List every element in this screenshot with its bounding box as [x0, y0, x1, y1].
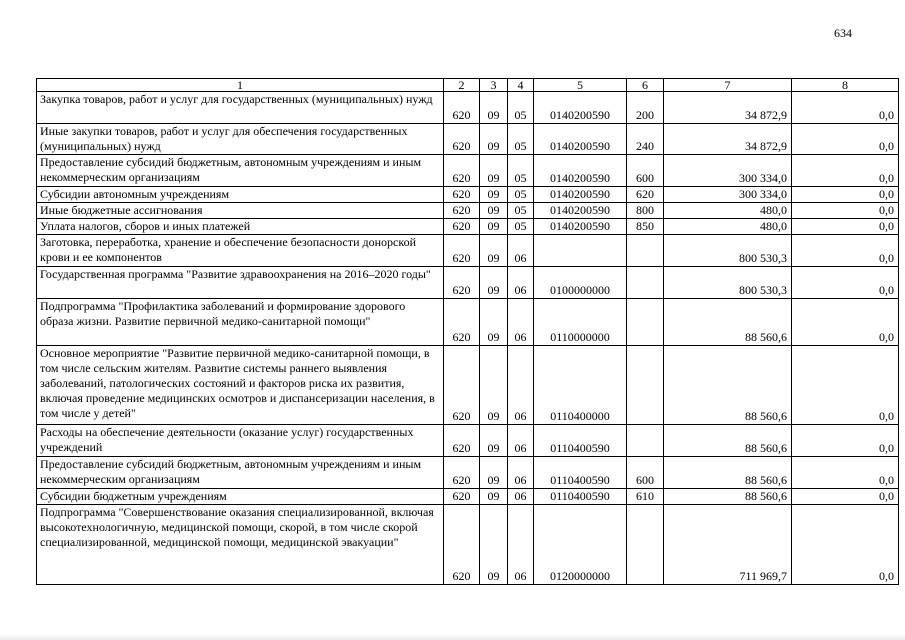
row-name-cell: Закупка товаров, работ и услуг для государственных (муниципальных) нужд [37, 92, 444, 124]
row-c7-cell: 88 560,6 [664, 489, 792, 505]
row-c5-cell: 0120000000 [534, 505, 627, 585]
row-c8-cell: 0,0 [792, 219, 899, 235]
row-c2-cell: 620 [444, 187, 480, 203]
table-body [37, 92, 899, 585]
row-c6-cell [627, 267, 664, 299]
header-cell: 1 [37, 79, 444, 92]
row-c7-cell: 480,0 [664, 203, 792, 219]
row-c5-cell: 0110000000 [534, 299, 627, 346]
scan-edge [0, 634, 905, 640]
row-c3-cell: 09 [480, 505, 508, 585]
row-c6-cell: 240 [627, 124, 664, 155]
row-c4-cell: 05 [508, 187, 534, 203]
row-c7-cell: 800 530,3 [664, 267, 792, 299]
row-c8-cell: 0,0 [792, 203, 899, 219]
row-c7-cell: 88 560,6 [664, 457, 792, 489]
row-c7-cell: 88 560,6 [664, 425, 792, 457]
table-row [37, 219, 899, 235]
row-c7-cell: 34 872,9 [664, 124, 792, 155]
row-c2-cell: 620 [444, 267, 480, 299]
row-c5-cell: 0140200590 [534, 155, 627, 187]
table-row [37, 235, 899, 267]
row-c8-cell: 0,0 [792, 267, 899, 299]
row-c5-cell: 0140200590 [534, 203, 627, 219]
row-c6-cell [627, 505, 664, 585]
row-c3-cell: 09 [480, 299, 508, 346]
row-name-cell: Государственная программа "Развитие здравоохранения на 2016–2020 годы" [37, 267, 444, 299]
row-c5-cell: 0110400590 [534, 425, 627, 457]
row-c4-cell: 05 [508, 155, 534, 187]
row-c4-cell: 06 [508, 235, 534, 267]
row-name-cell: Заготовка, переработка, хранение и обеспечение безопасности донорской крови и ее компонентов [37, 235, 444, 267]
row-name-cell: Подпрограмма "Профилактика заболеваний и формирование здорового образа жизни. Развитие первичной медико-санитарной помощи" [37, 299, 444, 346]
row-c3-cell: 09 [480, 267, 508, 299]
row-c5-cell: 0140200590 [534, 219, 627, 235]
row-c7-cell: 88 560,6 [664, 299, 792, 346]
row-c7-cell: 300 334,0 [664, 187, 792, 203]
row-c8-cell: 0,0 [792, 124, 899, 155]
row-c5-cell [534, 235, 627, 267]
row-c3-cell: 09 [480, 92, 508, 124]
row-c3-cell: 09 [480, 457, 508, 489]
row-c2-cell: 620 [444, 346, 480, 425]
row-c3-cell: 09 [480, 155, 508, 187]
row-c2-cell: 620 [444, 505, 480, 585]
row-c2-cell: 620 [444, 219, 480, 235]
row-c3-cell: 09 [480, 124, 508, 155]
table-row [37, 505, 899, 585]
row-c4-cell: 06 [508, 299, 534, 346]
table-row [37, 299, 899, 346]
row-c2-cell: 620 [444, 155, 480, 187]
row-name-cell: Уплата налогов, сборов и иных платежей [37, 219, 444, 235]
row-c8-cell: 0,0 [792, 299, 899, 346]
header-cell: 2 [444, 79, 480, 92]
header-row [37, 79, 899, 92]
row-c4-cell: 05 [508, 124, 534, 155]
row-c6-cell [627, 299, 664, 346]
row-c2-cell: 620 [444, 457, 480, 489]
row-c8-cell: 0,0 [792, 155, 899, 187]
row-c6-cell: 610 [627, 489, 664, 505]
row-c5-cell: 0110400590 [534, 457, 627, 489]
row-c8-cell: 0,0 [792, 187, 899, 203]
row-name-cell: Основное мероприятие "Развитие первичной медико-санитарной помощи, в том числе сельским жителям. Развитие системы раннего выявления заболеваний, патологических состояний и факторов риска их развития, включая проведение медицинских осмотров и диспансеризации населения, в том числе у детей" [37, 346, 444, 425]
budget-table [36, 78, 899, 585]
row-c4-cell: 06 [508, 267, 534, 299]
row-name-cell: Иные бюджетные ассигнования [37, 203, 444, 219]
row-c6-cell: 200 [627, 92, 664, 124]
row-c5-cell: 0110400000 [534, 346, 627, 425]
row-c5-cell: 0100000000 [534, 267, 627, 299]
row-c2-cell: 620 [444, 489, 480, 505]
row-name-cell: Расходы на обеспечение деятельности (оказание услуг) государственных учреждений [37, 425, 444, 457]
row-name-cell: Предоставление субсидий бюджетным, автономным учреждениям и иным некоммерческим организациям [37, 457, 444, 489]
row-c2-cell: 620 [444, 124, 480, 155]
row-c3-cell: 09 [480, 425, 508, 457]
row-c6-cell: 800 [627, 203, 664, 219]
row-c8-cell: 0,0 [792, 235, 899, 267]
table-row [37, 346, 899, 425]
header-cell: 4 [508, 79, 534, 92]
row-c3-cell: 09 [480, 235, 508, 267]
row-c6-cell: 850 [627, 219, 664, 235]
header-cell: 3 [480, 79, 508, 92]
row-c2-cell: 620 [444, 425, 480, 457]
row-c7-cell: 34 872,9 [664, 92, 792, 124]
row-c3-cell: 09 [480, 219, 508, 235]
row-name-cell: Иные закупки товаров, работ и услуг для обеспечения государственных (муниципальных) нужд [37, 124, 444, 155]
row-c4-cell: 05 [508, 92, 534, 124]
table-row [37, 124, 899, 155]
table-row [37, 155, 899, 187]
row-c6-cell [627, 235, 664, 267]
row-c4-cell: 06 [508, 489, 534, 505]
row-c3-cell: 09 [480, 203, 508, 219]
row-c6-cell: 600 [627, 155, 664, 187]
table-row [37, 203, 899, 219]
page-number: 634 [834, 26, 852, 40]
table-row [37, 489, 899, 505]
row-name-cell: Субсидии автономным учреждениям [37, 187, 444, 203]
header-cell: 6 [627, 79, 664, 92]
row-c6-cell: 600 [627, 457, 664, 489]
row-c7-cell: 88 560,6 [664, 346, 792, 425]
row-c8-cell: 0,0 [792, 92, 899, 124]
row-name-cell: Субсидии бюджетным учреждениям [37, 489, 444, 505]
row-c8-cell: 0,0 [792, 505, 899, 585]
row-c2-cell: 620 [444, 203, 480, 219]
row-c8-cell: 0,0 [792, 425, 899, 457]
row-c5-cell: 0140200590 [534, 187, 627, 203]
row-c5-cell: 0140200590 [534, 92, 627, 124]
row-c4-cell: 06 [508, 425, 534, 457]
row-c8-cell: 0,0 [792, 457, 899, 489]
row-c6-cell [627, 346, 664, 425]
row-c2-cell: 620 [444, 235, 480, 267]
header-cell: 5 [534, 79, 627, 92]
row-c2-cell: 620 [444, 299, 480, 346]
row-name-cell: Подпрограмма "Совершенствование оказания специализированной, включая высокотехнологичную, медицинской помощи, скорой, в том числе скорой специализированной, медицинской помощи, медицинской эвакуации" [37, 505, 444, 585]
table-row [37, 267, 899, 299]
row-c4-cell: 06 [508, 505, 534, 585]
row-c3-cell: 09 [480, 187, 508, 203]
row-c4-cell: 06 [508, 457, 534, 489]
row-c3-cell: 09 [480, 489, 508, 505]
row-c7-cell: 800 530,3 [664, 235, 792, 267]
row-c5-cell: 0110400590 [534, 489, 627, 505]
row-c8-cell: 0,0 [792, 346, 899, 425]
row-c6-cell: 620 [627, 187, 664, 203]
row-c3-cell: 09 [480, 346, 508, 425]
row-name-cell: Предоставление субсидий бюджетным, автономным учреждениям и иным некоммерческим организациям [37, 155, 444, 187]
row-c6-cell [627, 425, 664, 457]
row-c7-cell: 480,0 [664, 219, 792, 235]
table-row [37, 425, 899, 457]
table-row [37, 187, 899, 203]
row-c5-cell: 0140200590 [534, 124, 627, 155]
row-c7-cell: 711 969,7 [664, 505, 792, 585]
table-row [37, 92, 899, 124]
row-c4-cell: 05 [508, 203, 534, 219]
header-cell: 7 [664, 79, 792, 92]
row-c7-cell: 300 334,0 [664, 155, 792, 187]
row-c2-cell: 620 [444, 92, 480, 124]
row-c4-cell: 05 [508, 219, 534, 235]
row-c4-cell: 06 [508, 346, 534, 425]
table-row [37, 457, 899, 489]
row-c8-cell: 0,0 [792, 489, 899, 505]
header-cell: 8 [792, 79, 899, 92]
